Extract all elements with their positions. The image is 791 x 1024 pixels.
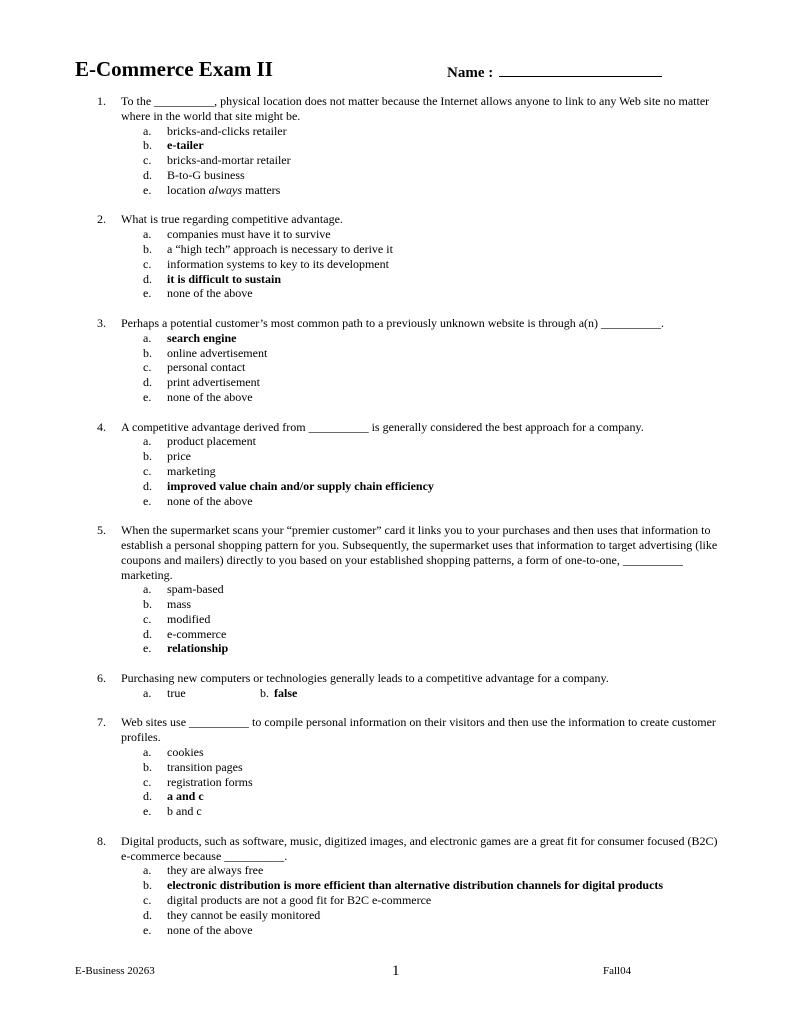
answer-option [143, 153, 791, 168]
option-text: true [167, 685, 186, 700]
answer-option [143, 775, 791, 790]
option-letter: a. [143, 685, 152, 700]
question-text: A competitive advantage derived from __________ is generally considered the best approach for a company. [121, 419, 644, 434]
option-text: they are always free [167, 863, 264, 878]
answer-option [143, 360, 791, 375]
question-4 [0, 420, 791, 509]
option-text: they cannot be easily monitored [167, 907, 321, 922]
answer-option [143, 257, 791, 272]
question-number: 6. [97, 671, 106, 686]
option-letter: a. [143, 434, 152, 449]
option-letter: b. [143, 241, 152, 256]
answer-option [143, 138, 791, 153]
answer-option [143, 923, 791, 938]
option-letter: e. [143, 182, 152, 197]
question-text: Perhaps a potential customer’s most common path to a previously unknown website is through a(n) __________. [121, 315, 665, 330]
option-text-correct: a and c [167, 789, 204, 804]
option-text: online advertisement [167, 345, 268, 360]
answer-option [143, 760, 791, 775]
option-letter: b. [143, 345, 152, 360]
question-text: Web sites use __________ to compile personal information on their visitors and then use the information to create customer profiles. [121, 715, 716, 745]
answer-option [143, 494, 791, 509]
answer-option [143, 878, 791, 893]
option-text: none of the above [167, 922, 253, 937]
option-letter: e. [143, 493, 152, 508]
option-text-part: location [167, 182, 209, 197]
option-text: modified [167, 611, 211, 626]
question-8 [0, 834, 791, 938]
option-text-correct: improved value chain and/or supply chain efficiency [167, 478, 434, 493]
answer-option [143, 464, 791, 479]
answer-option [143, 745, 791, 760]
answer-option [143, 286, 791, 301]
question-5 [0, 523, 791, 656]
option-letter: b. [143, 759, 152, 774]
option-text: digital products are not a good fit for B2C e-commerce [167, 893, 432, 908]
option-letter: a. [143, 227, 152, 242]
option-letter: d. [143, 789, 152, 804]
option-letter: d. [143, 375, 152, 390]
option-letter: c. [143, 256, 152, 271]
option-list [143, 434, 791, 508]
question-text: To the __________, physical location does not matter because the Internet allows anyone to link to any Web site no matter where in the world that site might be. [121, 94, 710, 123]
option-text-part: always [208, 182, 242, 197]
footer-page-number: 1 [392, 963, 400, 979]
question-3 [0, 316, 791, 405]
option-text: none of the above [167, 493, 253, 508]
option-text-correct: relationship [167, 641, 229, 656]
option-list [143, 124, 791, 198]
answer-option [143, 434, 791, 449]
answer-option [143, 242, 791, 257]
option-list [143, 863, 791, 937]
answer-option [143, 863, 791, 878]
name-blank-line [499, 62, 662, 77]
answer-option [143, 627, 791, 642]
option-letter: b. [260, 685, 269, 700]
answer-option [143, 390, 791, 405]
answer-option [143, 479, 791, 494]
option-letter: c. [143, 463, 152, 478]
option-list [143, 745, 791, 819]
question-7 [0, 715, 791, 819]
answer-option [143, 227, 791, 242]
option-letter: c. [143, 153, 152, 168]
answer-option [143, 272, 791, 287]
option-text: a “high tech” approach is necessary to derive it [167, 241, 393, 256]
question-text: Digital products, such as software, music, digitized images, and electronic games are a great fit for consumer focused (B2C) e-commerce because __________. [121, 833, 718, 863]
option-text-correct: search engine [167, 330, 237, 345]
option-text: print advertisement [167, 375, 260, 390]
question-text: What is true regarding competitive advantage. [121, 212, 343, 227]
option-letter: a. [143, 123, 152, 138]
option-text: none of the above [167, 389, 253, 404]
question-1 [0, 94, 791, 198]
option-text: personal contact [167, 360, 246, 375]
page-title: E-Commerce Exam II [75, 57, 273, 81]
name-label: Name : [447, 65, 497, 81]
question-number: 5. [97, 523, 106, 538]
option-text: bricks-and-mortar retailer [167, 153, 291, 168]
option-text-correct: e-tailer [167, 138, 204, 153]
answer-option [143, 582, 791, 597]
question-number: 8. [97, 833, 106, 848]
question-text: When the supermarket scans your “premier customer” card it links you to your purchases and then uses that information to establish a personal shopping pattern for you. Subsequently, the supermarket uses that information to target advertising (like coupons and mailers) directly to you based on your established shopping patterns, a form of one-to-one, __________ marketing. [121, 523, 718, 582]
option-letter: d. [143, 626, 152, 641]
option-letter: c. [143, 611, 152, 626]
answer-option [143, 375, 791, 390]
option-text: information systems to key to its development [167, 256, 389, 271]
option-letter: d. [143, 271, 152, 286]
option-text: mass [167, 597, 191, 612]
footer-term: Fall04 [603, 965, 632, 977]
option-letter: a. [143, 745, 152, 760]
option-text: B-to-G business [167, 167, 245, 182]
option-letter: e. [143, 804, 152, 819]
option-text: none of the above [167, 286, 253, 301]
option-letter: a. [143, 330, 152, 345]
option-text: bricks-and-clicks retailer [167, 123, 287, 138]
option-letter: b. [143, 597, 152, 612]
option-letter: b. [143, 878, 152, 893]
option-letter: b. [143, 138, 152, 153]
answer-option [143, 124, 791, 139]
option-text-correct: false [274, 685, 298, 700]
answer-option [143, 908, 791, 923]
answer-option [143, 183, 791, 198]
question-6 [0, 671, 791, 701]
question-number: 7. [97, 715, 106, 730]
answer-option [143, 804, 791, 819]
option-text: cookies [167, 745, 204, 760]
answer-option [143, 449, 791, 464]
option-letter: a. [143, 863, 152, 878]
option-text: e-commerce [167, 626, 227, 641]
question-number: 4. [97, 419, 106, 434]
option-letter: c. [143, 360, 152, 375]
option-letter: b. [143, 449, 152, 464]
answer-option [143, 612, 791, 627]
option-letter: e. [143, 922, 152, 937]
answer-option [143, 641, 791, 656]
answer-option [143, 331, 791, 346]
option-text: b and c [167, 804, 202, 819]
name-field [447, 62, 662, 82]
option-text: registration forms [167, 774, 253, 789]
option-letter: c. [143, 774, 152, 789]
option-text: spam-based [167, 582, 224, 597]
answer-option [143, 168, 791, 183]
option-letter: e. [143, 641, 152, 656]
question-list [0, 94, 791, 952]
answer-option [143, 597, 791, 612]
option-letter: e. [143, 389, 152, 404]
option-text-correct: it is difficult to sustain [167, 271, 282, 286]
question-text: Purchasing new computers or technologies generally leads to a competitive advantage for a company. [121, 671, 609, 686]
question-number: 2. [97, 212, 106, 227]
answer-option [143, 893, 791, 908]
option-letter: e. [143, 286, 152, 301]
option-text: transition pages [167, 759, 243, 774]
question-number: 1. [97, 94, 106, 108]
answer-option [143, 346, 791, 361]
option-letter: a. [143, 582, 152, 597]
option-text: price [167, 449, 191, 464]
option-letter: d. [143, 478, 152, 493]
answer-option [143, 686, 260, 701]
option-text: companies must have it to survive [167, 227, 331, 242]
question-2 [0, 212, 791, 301]
option-list [143, 582, 791, 656]
option-letter: c. [143, 893, 152, 908]
option-text-part: matters [242, 182, 281, 197]
answer-option [143, 789, 791, 804]
option-list [143, 686, 791, 701]
option-text-correct: electronic distribution is more efficient than alternative distribution channels for digital products [167, 878, 664, 893]
footer-course: E-Business 20263 [75, 965, 155, 977]
option-list [143, 227, 791, 301]
answer-option [260, 686, 297, 701]
option-text: marketing [167, 463, 216, 478]
option-text: product placement [167, 434, 256, 449]
option-list [143, 331, 791, 405]
option-letter: d. [143, 167, 152, 182]
question-number: 3. [97, 315, 106, 330]
option-letter: d. [143, 907, 152, 922]
